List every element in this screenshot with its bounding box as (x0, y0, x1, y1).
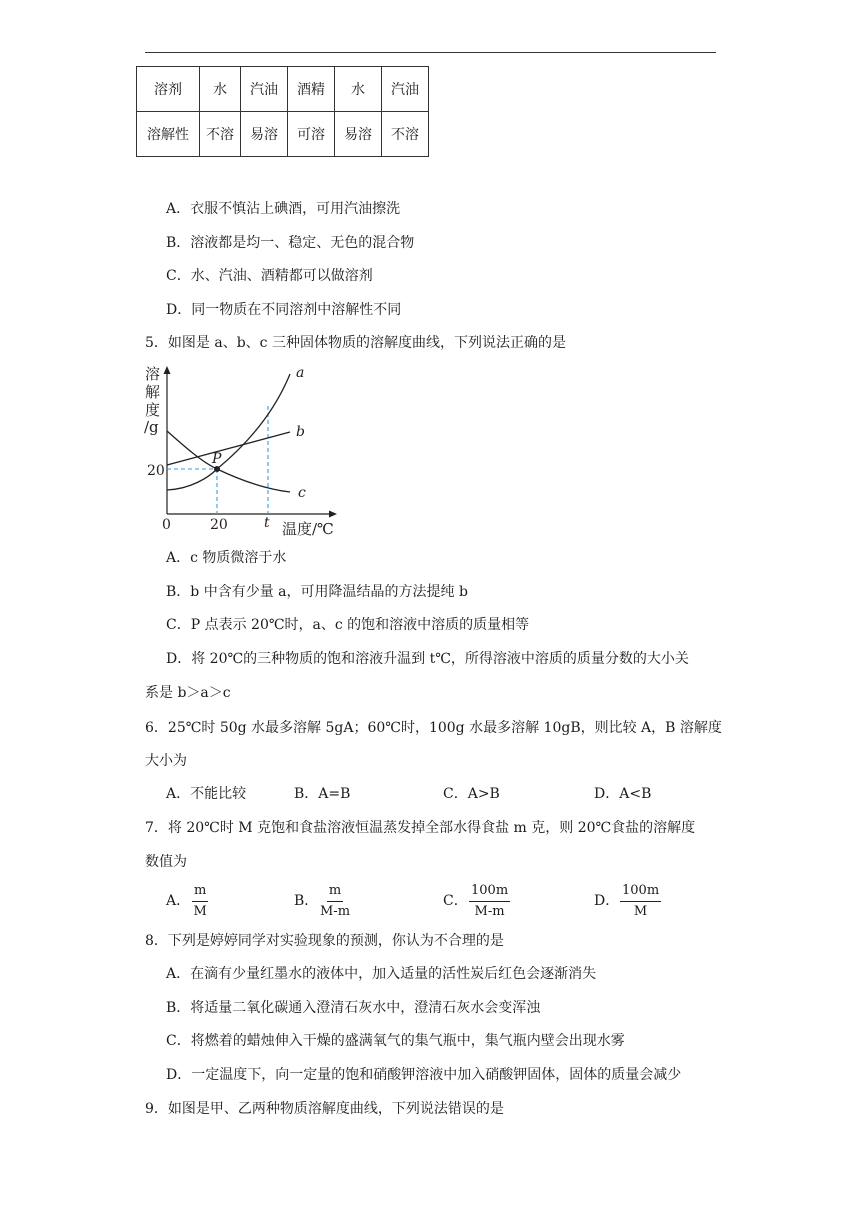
q6-option-c: C．A>B (443, 786, 500, 802)
fraction-denominator: M-m (474, 904, 505, 919)
table-cell: 易溶 (241, 112, 288, 157)
curve-label-c: c (298, 485, 306, 501)
q6-option-a: A．不能比较 (166, 786, 247, 802)
q6-option-b: B．A=B (294, 786, 351, 802)
curve-b (167, 432, 290, 465)
q7-option-c-letter: C． (443, 893, 468, 909)
table-cell: 不溶 (200, 112, 241, 157)
table-row (137, 67, 429, 112)
curve-label-a: a (296, 365, 305, 381)
q8-option-c: C．将燃着的蜡烛伸入干燥的盛满氧气的集气瓶中，集气瓶内壁会出现水雾 (166, 1033, 625, 1049)
curve-label-b: b (296, 424, 305, 440)
table-cell: 溶剂 (137, 67, 200, 112)
x-axis-arrow (329, 511, 337, 518)
x-tick-label: t (264, 515, 270, 531)
x-axis-label: 温度/℃ (282, 520, 334, 538)
q5-option-b: B．b 中含有少量 a，可用降温结晶的方法提纯 b (166, 584, 468, 600)
origin-label: 0 (162, 517, 171, 533)
q7-option-d-letter: D． (594, 893, 620, 909)
fraction-denominator: M (633, 904, 648, 919)
q7-option-a-letter: A． (166, 893, 191, 909)
table-cell: 酒精 (288, 67, 335, 112)
q7-stem-continued: 数值为 (145, 854, 187, 870)
table-cell: 可溶 (288, 112, 335, 157)
q5-option-a: A．c 物质微溶于水 (166, 550, 287, 566)
q8-stem: 8．下列是婷婷同学对实验现象的预测，你认为不合理的是 (145, 933, 504, 949)
fraction-denominator: M-m (320, 904, 351, 919)
q6-option-d: D．A<B (594, 786, 652, 802)
q4-option-d: D．同一物质在不同溶剂中溶解性不同 (166, 302, 402, 318)
curve-c (167, 431, 290, 492)
q7-stem: 7．将 20℃时 M 克饱和食盐溶液恒温蒸发掉全部水得食盐 m 克，则 20℃食盐的溶解度 (145, 820, 696, 836)
y-axis-label-char: 度 (145, 401, 161, 419)
q7-option-d-fraction (620, 883, 661, 920)
y-axis-label-char: 解 (145, 383, 161, 401)
curve-a (167, 374, 290, 490)
fraction-numerator: 100m (469, 883, 510, 902)
fraction-numerator: m (327, 883, 343, 902)
y-axis-arrow (164, 366, 171, 374)
q7-option-b-letter: B． (294, 893, 319, 909)
table-cell: 水 (335, 67, 382, 112)
q8-option-a: A．在滴有少量红墨水的液体中，加入适量的活性炭后红色会逐渐消失 (166, 966, 597, 982)
q4-option-a: A．衣服不慎沾上碘酒，可用汽油擦洗 (166, 201, 401, 217)
y-tick-label: 20 (147, 463, 165, 479)
q5-option-c: C．P 点表示 20℃时，a、c 的饱和溶液中溶质的质量相等 (166, 617, 530, 633)
table-cell: 易溶 (335, 112, 382, 157)
q7-option-c-fraction (469, 883, 510, 920)
q7-option-a-fraction (192, 883, 208, 920)
q5-option-d: D．将 20℃的三种物质的饱和溶液升温到 t℃，所得溶液中溶质的质量分数的大小关 (166, 651, 689, 667)
q4-option-b: B．溶液都是均一、稳定、无色的混合物 (166, 235, 415, 251)
x-tick-label: 20 (210, 517, 228, 533)
solubility-table (136, 66, 429, 157)
fraction-numerator: 100m (620, 883, 661, 902)
table-cell: 溶解性 (137, 112, 200, 157)
fraction-denominator: M (193, 904, 207, 919)
q8-option-b: B．将适量二氧化碳通入澄清石灰水中，澄清石灰水会变浑浊 (166, 1000, 541, 1016)
q7-option-b-fraction (320, 883, 350, 920)
point-label: P (212, 451, 222, 467)
table-cell: 水 (200, 67, 241, 112)
fraction-numerator: m (192, 883, 208, 902)
table-cell: 汽油 (241, 67, 288, 112)
table-row (137, 112, 429, 157)
q5-stem: 5．如图是 a、b、c 三种固体物质的溶解度曲线，下列说法正确的是 (145, 335, 566, 351)
table-cell: 汽油 (382, 67, 429, 112)
q6-stem: 6．25℃时 50g 水最多溶解 5gA；60℃时，100g 水最多溶解 10gB，则比较 A，B 溶解度 (145, 720, 722, 736)
q9-stem: 9．如图是甲、乙两种物质溶解度曲线，下列说法错误的是 (145, 1101, 504, 1117)
q5-option-d-continued: 系是 b＞a＞c (145, 685, 231, 701)
y-axis-label-char: 溶 (145, 365, 161, 383)
table-cell: 不溶 (382, 112, 429, 157)
solubility-curve-chart (140, 362, 350, 540)
q6-stem-continued: 大小为 (145, 753, 187, 769)
header-rule (145, 52, 716, 53)
q8-option-d: D．一定温度下，向一定量的饱和硝酸钾溶液中加入硝酸钾固体，固体的质量会减少 (166, 1067, 682, 1083)
q4-option-c: C．水、汽油、酒精都可以做溶剂 (166, 268, 373, 284)
y-axis-unit: /g (144, 418, 159, 436)
